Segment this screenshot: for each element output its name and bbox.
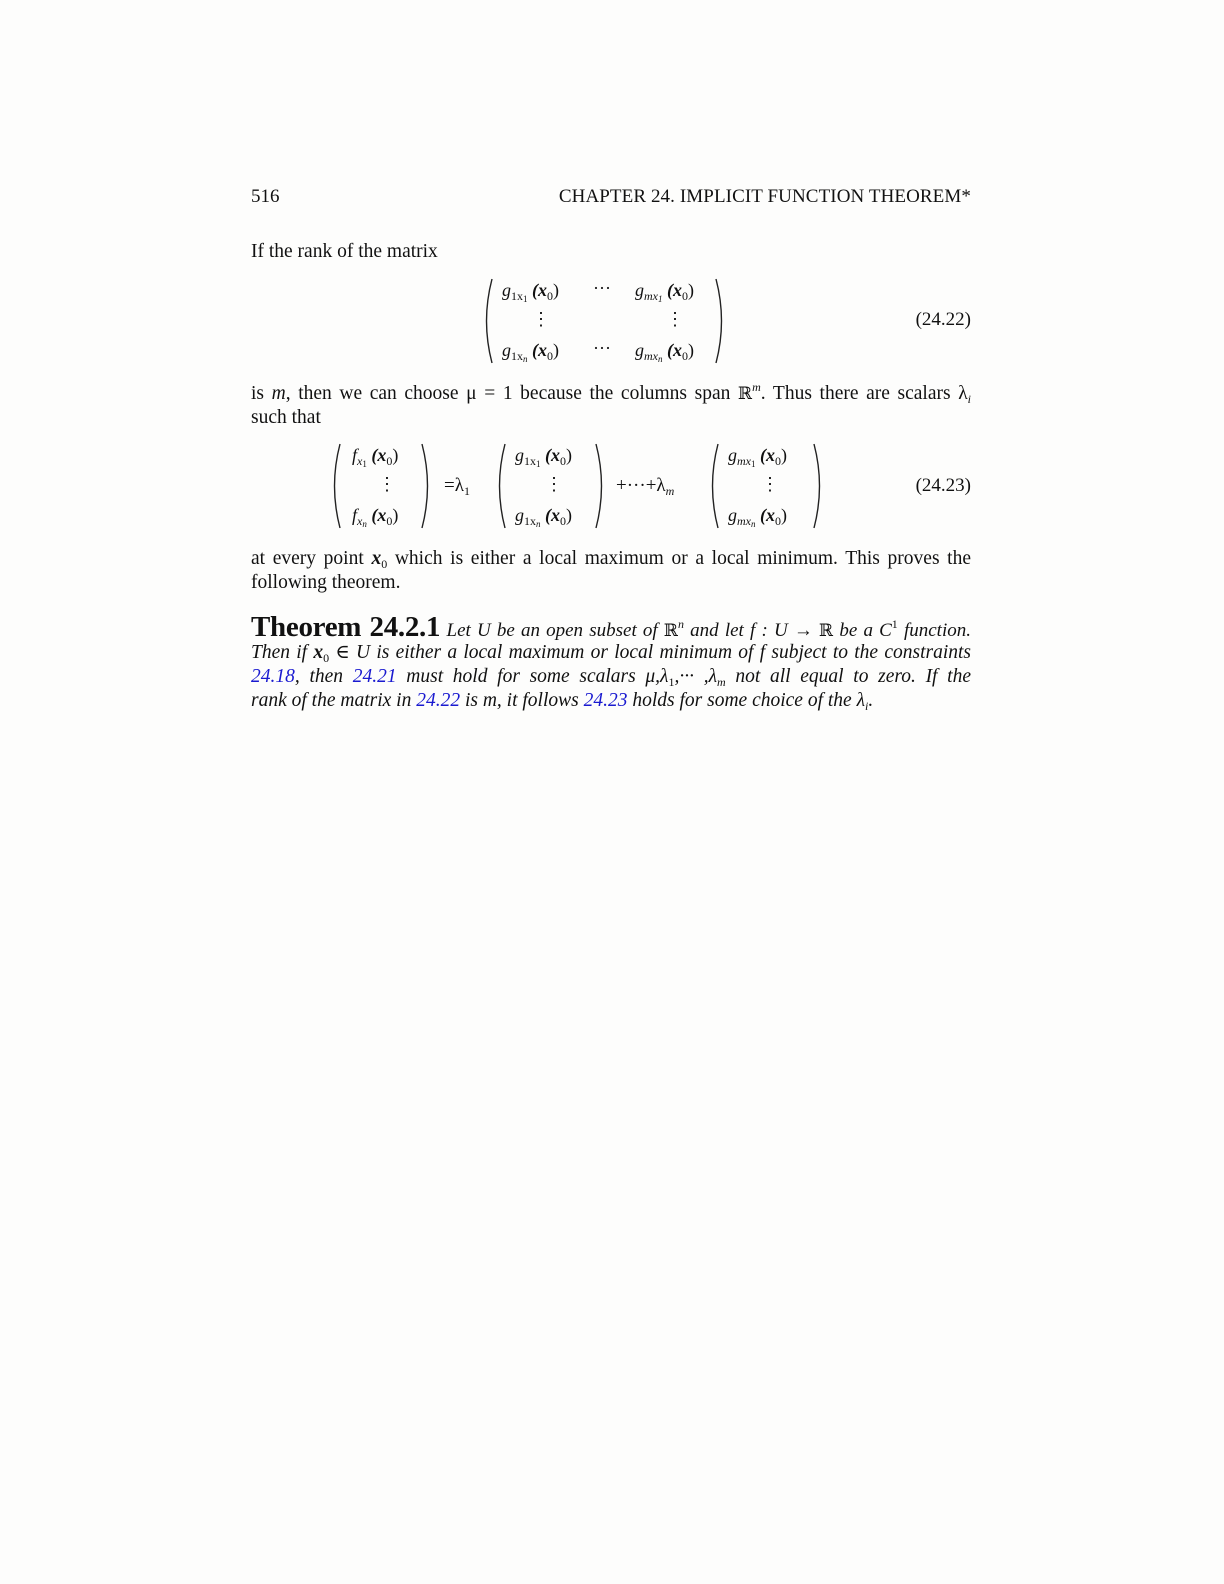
equation-24-23 [328,443,828,533]
equation-number-24-23: (24.23) [915,475,971,496]
g1-vector-top: $g_{1x_1}$ $(x_0)$ [515,445,572,469]
left-parenthesis [328,443,342,529]
right-parenthesis [714,278,728,364]
g1-vector-vdots: ⋮ [545,474,563,494]
equation-24-22 [480,278,740,368]
g1-vector-bottom: $g_{1x_n}$ $(x_0)$ [515,505,572,529]
left-parenthesis [493,443,507,529]
running-header-title: CHAPTER 24. IMPLICIT FUNCTION THEOREM* [558,186,971,207]
left-parenthesis [480,278,494,364]
theorem-line1: Theorem 24.2.1 Let U be an open subset of ℝ$^n$ and let f : U → ℝ be a $C^1$ function. [251,611,971,643]
matrix-cell-r3c2: $g_{mx_n}$ $(x_0)$ [635,340,694,364]
plus-dots-lambda-m: $+\cdot\cdot\cdot+\lambda_m$ [616,475,675,498]
paragraph-proves-line1: at every point $x_0$ which is either a local maximum or a local minimum. This proves the [251,548,972,571]
f-vector-vdots: ⋮ [378,474,396,494]
theorem-line2: Then if $x_0$ ∈ U is either a local maximum or local minimum of f subject to the constraints [251,642,972,665]
gm-vector-vdots: ⋮ [761,474,779,494]
f-vector-bottom: $f_{x_n}$ $(x_0)$ [352,505,399,529]
link-24-21[interactable]: 24.21 [352,666,397,687]
matrix-vdots-c1: ⋮ [532,309,550,329]
matrix-cell-r3c1: $g_{1x_n}$ $(x_0)$ [502,340,559,364]
matrix-vdots-c2: ⋮ [666,309,684,329]
link-24-22[interactable]: 24.22 [416,690,461,711]
theorem-heading: Theorem 24.2.1 [251,611,441,643]
matrix-hdots-r3: ··· [593,338,611,358]
right-parenthesis [420,443,434,529]
paragraph-proves-line2: following theorem. [251,572,401,593]
right-parenthesis [812,443,826,529]
gm-vector-top: $g_{mx_1}$ $(x_0)$ [728,445,787,469]
matrix-cell-r1c1: $g_{1x_1}$ $(x_0)$ [502,280,559,304]
matrix-cell-r1c2: $g_{mx_1}$ $(x_0)$ [635,280,694,304]
link-24-18[interactable]: 24.18 [251,666,295,687]
f-vector-top: $f_{x_1}$ $(x_0)$ [352,445,399,469]
equation-number-24-22: (24.22) [915,309,971,330]
equals-lambda1: $=\lambda_1$ [444,475,470,498]
theorem-line3: 24.18, then 24.21 must hold for some scalars $\mu,\lambda_1,\cdot\cdot\cdot ,\lambda_m$ not all equal to zero. If the [251,666,971,689]
matrix-hdots-r1: ··· [593,278,611,298]
page-number: 516 [251,186,280,207]
right-parenthesis [594,443,608,529]
left-parenthesis [706,443,720,529]
link-24-23[interactable]: 24.23 [583,690,628,711]
paragraph-rank-line1: is m, then we can choose μ = 1 because the columns span ℝ$^m$. Thus there are scalars $\lambda_i$ [251,380,971,406]
theorem-line4: rank of the matrix in 24.22 is m, it follows 24.23 holds for some choice of the $\lambda_i$. [251,690,874,713]
gm-vector-bottom: $g_{mx_n}$ $(x_0)$ [728,505,787,529]
paragraph-rank-line2: such that [251,407,321,428]
paragraph-intro: If the rank of the matrix [251,241,438,262]
